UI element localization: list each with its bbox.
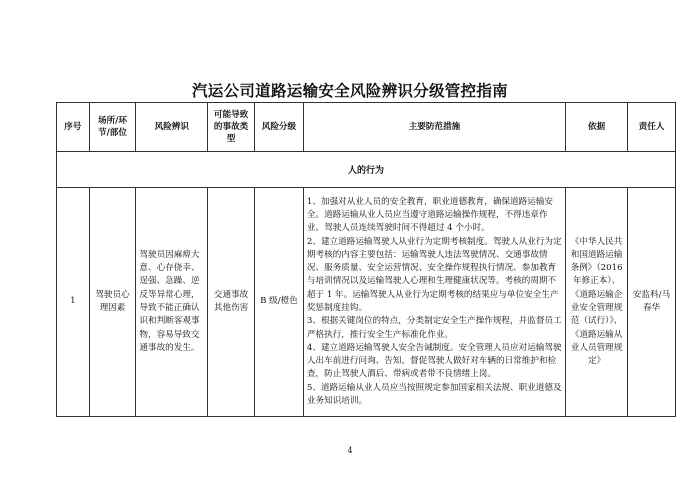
measure-item: 2、建立道路运输驾驶人从业行为定期考核制度。驾驶人从业行为定期考核的内容主要包括：运输驾驶人违法驾驶情况、交通事故情况、服务质量、安全运营情况、安全操作规程执行情况、参加教育与培训情况以及运输驾驶人心理和生理健康状况等。考核的周期不超于 1 年。运输驾驶人从业行为定期考核的结果应与单位安全生产奖惩制度挂钩。 <box>306 236 562 313</box>
measure-item: 3、根据关键岗位的特点，分类制定安全生产操作规程，并监督员工严格执行，推行安全生产标准化作业。 <box>306 316 562 340</box>
page-title: 汽运公司道路运输安全风险辨识分级管控指南 <box>191 82 508 100</box>
page-number: 4 <box>347 446 353 455</box>
table-row <box>57 188 676 417</box>
header-index: 序号 <box>57 103 90 152</box>
row-location: 驾驶员心理因素 <box>89 188 136 417</box>
header-basis: 依据 <box>566 103 628 152</box>
header-responsible: 责任人 <box>628 103 676 152</box>
row-basis: 《中华人民共和国道路运输条例》（2016 年修正本）、《道路运输企业安全管理规范（试行）》、《道路运输从业人员管理规定》 <box>566 188 628 417</box>
row-measures <box>303 188 565 417</box>
row-possible-accident: 交通事故其他伤害 <box>208 188 255 417</box>
header-location: 场所/环节/部位 <box>89 103 136 152</box>
row-risk-identification: 驾驶员因麻痹大意、心存侥幸、逞强、急躁、逆反等异常心理，导致不能正确认识和判断客观事物，容易导致交通事故的发生。 <box>136 188 208 417</box>
header-risk-identification: 风险辨识 <box>136 103 208 152</box>
row-index: 1 <box>57 188 90 417</box>
measure-item: 4、建立道路运输驾驶人安全告诫制度。安全管理人员应对运输驾驶人出车前进行问询、告知，督促驾驶人做好对车辆的日常维护和检查，防止驾驶人酒后、带病或者带不良情绪上岗。 <box>306 342 562 380</box>
section-row <box>57 152 676 188</box>
risk-control-table <box>56 102 676 417</box>
measure-item: 5、道路运输从业人员应当按照规定参加国家相关法规、职业道德及业务知识培训。 <box>306 382 562 407</box>
row-risk-level: B 级/橙色 <box>254 188 303 417</box>
measure-item: 1、加强对从业人员的安全教育，职业道德教育，确保道路运输安全。道路运输从业人员应当遵守道路运输操作规程，不得违章作业。驾驶人员连续驾驶时间不得超过 4 个小时。 <box>306 196 554 234</box>
header-risk-level: 风险分级 <box>254 103 303 152</box>
row-responsible: 安监科/马春华 <box>628 188 676 417</box>
header-possible-accident: 可能导致的事故类型 <box>208 103 255 152</box>
header-measures: 主要防范措施 <box>303 103 565 152</box>
table-header-row <box>57 103 676 152</box>
section-title: 人的行为 <box>57 152 676 188</box>
